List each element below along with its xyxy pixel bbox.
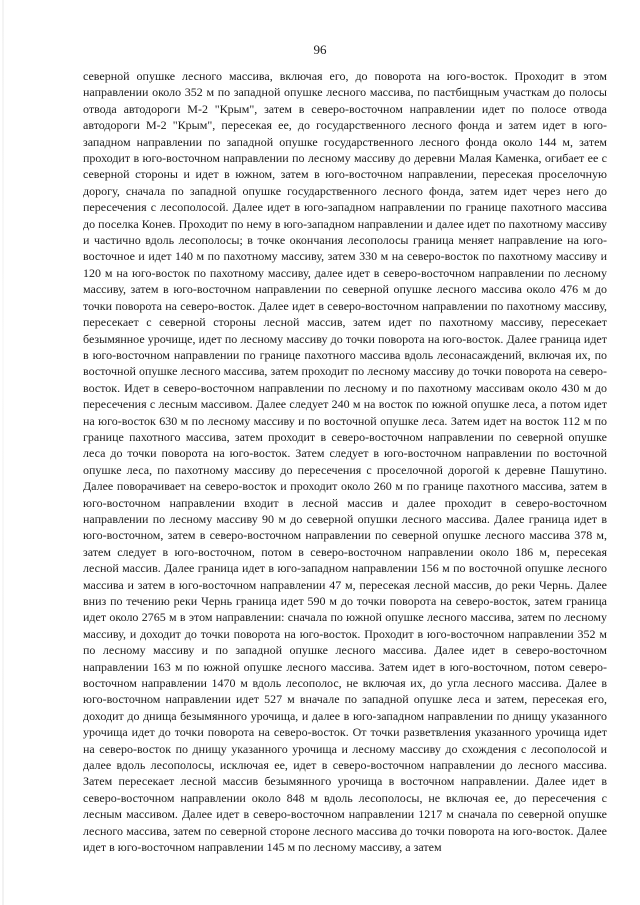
body-paragraph: северной опушке лесного массива, включая его, до поворота на юго-восток. Проходит в этом направлении около 352 м по западной опушке лесного массива, по пастбищным участкам до полосы отвода автодороги М-2 "Крым", затем в северо-восточном направлении идет по полосе отвода автодороги М-2 "Крым", пересекая ее, до государственного лесного фонда и затем идет в юго-западном направлении по западной опушке государственного лесного фонда около 144 м, затем проходит в юго-восточном направлении по лесному массиву до деревни Малая Каменка, огибает ее с северной стороны и идет в южном, затем в юго-восточном направлении, пересекая проселочную дорогу, сначала по западной опушке государственного лесного фонда, затем идет через него до пересечения с лесополосой. Далее идет в юго-западном направлении по границе пахотного массива до поселка Конев. Проходит по нему в юго-западном направлении и далее идет по пахотному массиву и частично вдоль лесополосы; в точке окончания лесополосы граница меняет направление на юго-восточное и идет 140 м по пахотному массиву, затем 330 м на северо-восток по пахотному массиву и 120 м на юго-восток по пахотному массиву, далее идет в северо-восточном направлении по лесному массиву, затем в юго-восточном направлении по северной опушке лесного массива около 476 м до точки поворота на северо-восток. Далее идет в северо-восточном направлении по пахотному массиву, пересекает с северной стороны лесной массив, затем идет по пахотному массиву, пересекает безымянное урочище, идет по лесному массиву до точки поворота на юго-восток. Далее граница идет в юго-восточном направлении по границе пахотного массива вдоль лесонасаждений, включая их, по восточной опушке лесного массива, затем проходит по лесному массиву до точки поворота на северо-восток. Идет в северо-восточном направлении по лесному и по пахотному массивам около 430 м до пересечения с лесным массивом. Далее следует 240 м на восток по южной опушке леса, а потом идет на юго-восток 630 м по лесному массиву и по восточной опушке леса. Затем идет на восток 112 м по границе пахотного массива, затем проходит в северо-восточном направлении по северной опушке леса до точки поворота на юго-восток. Затем следует в юго-восточном направлении по восточной опушке леса, по пахотному массиву до пересечения с проселочной дорогой к деревне Пашутино. Далее поворачивает на северо-восток и проходит около 260 м по границе пахотного массива, затем в юго-восточном направлении входит в лесной массив и далее проходит в северо-восточном направлении по лесному массиву 90 м до северной опушки лесного массива. Далее граница идет в юго-восточном, затем в северо-восточном направлении по северной опушке лесного массива 378 м, затем следует в юго-восточном, потом в северо-восточном направлении около 186 м, пересекая лесной массив. Далее граница идет в юго-западном направлении 156 м по восточной опушке лесного массива и затем в юго-восточном направлении 47 м, пересекая лесной массив, до реки Чернь. Далее вниз по течению реки Чернь граница идет 590 м до точки поворота на северо-восток, затем граница идет около 2765 м в этом направлении: сначала по южной опушке лесного массива, затем по лесному массиву, и доходит до точки поворота на юго-восток. Проходит в юго-восточном направлении 352 м по лесному массиву и по западной опушке лесного массива. Далее идет в северо-восточном направлении 163 м по южной опушке лесного массива. Затем идет в юго-восточном, потом северо-восточном направлении 1470 м вдоль лесополос, не включая их, до угла лесного массива. Далее в юго-восточном направлении идет 527 м вначале по западной опушке леса и затем, пересекая его, доходит до днища безымянного урочища, и далее в юго-западном направлении по днищу указанного урочища идет до точки поворота на северо-восток. От точки разветвления указанного урочища идет на северо-восток по днищу указанного урочища и лесному массиву до схождения с лесополосой и далее вдоль лесополосы, исключая ее, идет в северо-восточном направлении до лесного массива. Затем пересекает лесной массив безымянного урочища в восточном направлении. Далее идет в северо-восточном направлении около 848 м вдоль лесополосы, не включая ее, до пересечения с лесным массивом. Далее идет в северо-восточном направлении 1217 м сначала по северной опушке лесного массива, затем по северной стороне лесного массива до точки поворота на юго-восток. Далее идет в юго-восточном направлении 145 м по лесному массиву, а затем bbox=[83, 69, 607, 855]
scan-edge-shadow bbox=[2, 0, 4, 905]
page-number: 96 bbox=[313, 42, 327, 57]
